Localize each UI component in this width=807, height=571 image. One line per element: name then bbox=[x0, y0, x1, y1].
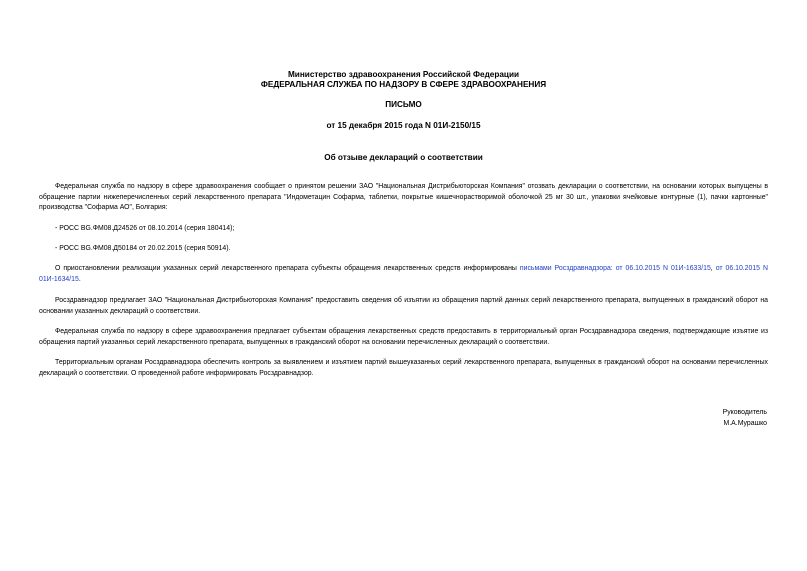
paragraph-request-subjects: Федеральная служба по надзору в сфере здравоохранения предлагает субъектам обращения лекарственных средств предоставить в территориальный орган Росздравнадзора сведения, подтверждающие изъятие из обращения партий указанных серий лекарственного препарата, выпущенных в гражданский оборот на основании перечисленных деклараций о соответствии. bbox=[39, 328, 768, 346]
document-type: ПИСЬМО bbox=[385, 100, 422, 109]
document-subject: Об отзыве деклараций о соответствии bbox=[324, 153, 483, 162]
paragraph-notice: Федеральная служба по надзору в сфере здравоохранения сообщает о принятом решении ЗАО "Национальная Дистрибьюторская Компания" отозвать декларации о соответствии, на основании которых выпущены в обращение партии нижеперечисленных серий лекарственного препарата "Индометацин Софарма, таблетки, покрытые кишечнорастворимой оболочкой 25 мг 30 шт., упаковки ячейковые контурные (1), пачки картонные" производства "Софарма АО", Болгария: bbox=[39, 183, 768, 211]
paragraph-suspension-text: О приостановлении реализации указанных серий лекарственного препарата субъекты обращения лекарственных средств информированы bbox=[55, 265, 520, 272]
ministry-name: Министерство здравоохранения Российской Федерации bbox=[287, 70, 520, 79]
letters-link-1633[interactable]: письмами Росздравнадзора: от 06.10.2015 N 01И-1633/15 bbox=[519, 265, 711, 272]
document-date-number: от 15 декабря 2015 года N 01И-2150/15 bbox=[326, 121, 481, 130]
paragraph-suspension bbox=[39, 264, 768, 285]
service-name: ФЕДЕРАЛЬНАЯ СЛУЖБА ПО НАДЗОРУ В СФЕРЕ ЗДРАВООХРАНЕНИЯ bbox=[260, 80, 547, 89]
paragraph-suspension-end: . bbox=[78, 275, 81, 283]
letter-link-1634[interactable]: от 06.10.2015 N 01И-1634/15 bbox=[39, 265, 768, 283]
signature-title: Руководитель bbox=[722, 409, 767, 416]
declaration-item-1: - РОСС BG.ФМ08.Д24526 от 08.10.2014 (серия 180414); bbox=[55, 225, 235, 232]
link-separator: , bbox=[710, 265, 716, 272]
paragraph-territorial-control: Территориальным органам Росздравнадзора обеспечить контроль за выявлением и изъятием партий вышеуказанных серий лекарственного препарата, выпущенных в гражданский оборот на основании перечисленных деклараций о соответствии. О проведенной работе информировать Росздравнадзор. bbox=[39, 359, 768, 377]
signature-name: М.А.Мурашко bbox=[723, 420, 767, 427]
declaration-item-2: - РОСС BG.ФМ08.Д50184 от 20.02.2015 (серия 50914). bbox=[55, 245, 231, 252]
paragraph-request-company: Росздравнадзор предлагает ЗАО "Национальная Дистрибьюторская Компания" предоставить сведения об изъятии из обращения партий данных серий лекарственного препарата, выпущенных в гражданский оборот на основании указанных деклараций о соответствии. bbox=[39, 297, 768, 315]
